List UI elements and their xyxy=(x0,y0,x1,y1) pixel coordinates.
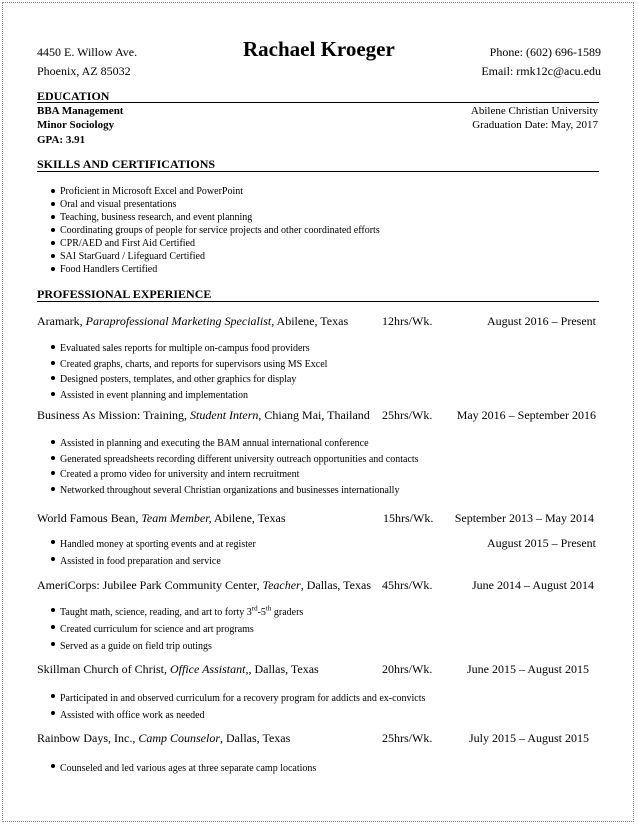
education-heading: EDUCATION xyxy=(37,89,110,103)
address-line-2: Phoenix, AZ 85032 xyxy=(37,64,131,78)
job-bullets xyxy=(60,760,316,777)
job-dates: July 2015 – August 2015 xyxy=(468,731,589,745)
job-bullet: Created a promo video for university and intern recruitment xyxy=(60,467,419,483)
job-title: Camp Counselor xyxy=(138,731,221,745)
gpa: GPA: 3.91 xyxy=(37,134,86,146)
skill-item: Oral and visual presentations xyxy=(60,198,380,211)
education-rule xyxy=(37,102,599,103)
job-location: Abilene, Texas xyxy=(211,511,286,525)
skills-rule xyxy=(37,171,599,172)
job-location: Abilene, Texas xyxy=(274,314,349,328)
superscript: th xyxy=(265,604,272,613)
job-dates: May 2016 – September 2016 xyxy=(456,408,596,422)
job-hours: 45hrs/Wk. xyxy=(382,578,433,592)
job-bullet: Served as a guide on field trip outings xyxy=(60,638,303,655)
experience-heading: PROFESSIONAL EXPERIENCE xyxy=(37,287,212,301)
skill-item: Coordinating groups of people for service projects and other coordinated efforts xyxy=(60,225,380,236)
job-title-line xyxy=(37,731,290,746)
job-title: Office Assistant, xyxy=(170,662,249,676)
job-org: Skillman Church of Christ, xyxy=(37,662,170,676)
job-bullet: Counseled and led various ages at three separate camp locations xyxy=(60,760,316,777)
address-line-1: 4450 E. Willow Ave. xyxy=(37,45,138,59)
job-title-line xyxy=(37,314,348,329)
job-bullet: Networked throughout several Christian organizations and businesses internationally xyxy=(60,483,419,499)
job-bullets xyxy=(60,536,256,570)
job-bullet: Designed posters, templates, and other graphics for display xyxy=(60,372,327,388)
job-bullets xyxy=(60,436,419,498)
candidate-name: Rachael Kroeger xyxy=(243,37,395,61)
job-hours: 20hrs/Wk. xyxy=(382,662,433,676)
job-bullet: Handled money at sporting events and at register xyxy=(60,536,256,553)
job-bullet: Participated in and observed curriculum for a recovery program for addicts and ex-convicts xyxy=(60,690,425,707)
job-bullet: Evaluated sales reports for multiple on-campus food providers xyxy=(60,341,327,357)
degree: BBA Management xyxy=(37,105,124,117)
school: Abilene Christian University xyxy=(470,105,598,117)
job-org: Rainbow Days, Inc., xyxy=(37,731,139,745)
job-location: , Dallas, Texas xyxy=(300,578,371,592)
job-hours: 25hrs/Wk. xyxy=(382,731,433,745)
job-title: Team Member, xyxy=(141,511,212,525)
minor: Minor Sociology xyxy=(37,119,115,131)
job-bullets xyxy=(60,341,327,403)
job-dates: August 2016 – Present xyxy=(487,314,596,328)
job-bullet: Created graphs, charts, and reports for supervisors using MS Excel xyxy=(60,357,327,373)
job-title: Paraprofessional Marketing Specialist, xyxy=(85,314,275,328)
job-location: , Dallas, Texas xyxy=(248,662,319,676)
graduation-date: Graduation Date: May, 2017 xyxy=(472,119,598,131)
skills-heading: SKILLS AND CERTIFICATIONS xyxy=(37,157,216,171)
email: Email: rmk12c@acu.edu xyxy=(481,64,601,78)
job-bullet: Created curriculum for science and art programs xyxy=(60,621,303,638)
skills-list xyxy=(60,185,380,276)
job-org: Business As Mission: Training, xyxy=(37,408,191,422)
job-bullets xyxy=(60,604,303,655)
skill-item: SAI StarGuard / Lifeguard Certified xyxy=(60,250,380,263)
job-title: Teacher xyxy=(262,578,301,592)
job-title-line xyxy=(37,662,319,677)
bullet-text: graders xyxy=(271,607,304,618)
job-dates: June 2015 – August 2015 xyxy=(466,662,589,676)
skill-item: Food Handlers Certified xyxy=(60,263,380,276)
phone: Phone: (602) 696-1589 xyxy=(489,45,601,59)
job-bullet: Assisted in planning and executing the BAM annual international conference xyxy=(60,436,419,452)
job-title-line xyxy=(37,408,370,423)
superscript: rd xyxy=(251,604,258,613)
job-org: Aramark, xyxy=(37,314,86,328)
job-dates: June 2014 – August 2014 xyxy=(471,578,594,592)
job-org: AmeriCorps: Jubilee Park Community Center, xyxy=(37,578,263,592)
job-title: Student Intern xyxy=(190,408,259,422)
skill-item: CPR/AED and First Aid Certified xyxy=(60,237,380,250)
job-hours: 25hrs/Wk. xyxy=(382,408,433,422)
job-bullet: Assisted in event planning and implementation xyxy=(60,388,327,404)
bullet-text: -5 xyxy=(257,607,266,618)
job-dates-secondary: August 2015 – Present xyxy=(487,536,596,550)
job-title-line xyxy=(37,578,371,593)
job-dates: September 2013 – May 2014 xyxy=(454,511,594,525)
job-location: , Chiang Mai, Thailand xyxy=(258,408,370,422)
job-bullet: Generated spreadsheets recording different university outreach opportunities and contacts xyxy=(60,452,419,468)
bullet-text: Taught math, science, reading, and art to forty 3 xyxy=(60,607,252,618)
job-location: , Dallas, Texas xyxy=(220,731,291,745)
job-bullet xyxy=(60,604,303,621)
skill-item: Proficient in Microsoft Excel and PowerPoint xyxy=(60,185,380,198)
skill-item: Teaching, business research, and event planning xyxy=(60,211,380,224)
job-bullets xyxy=(60,690,425,724)
job-title-line xyxy=(37,511,286,526)
job-hours: 15hrs/Wk. xyxy=(383,511,434,525)
job-bullet: Assisted in food preparation and service xyxy=(60,553,256,570)
job-hours: 12hrs/Wk. xyxy=(382,314,433,328)
job-bullet: Assisted with office work as needed xyxy=(60,707,425,724)
job-org: World Famous Bean, xyxy=(37,511,142,525)
experience-rule xyxy=(37,301,599,302)
